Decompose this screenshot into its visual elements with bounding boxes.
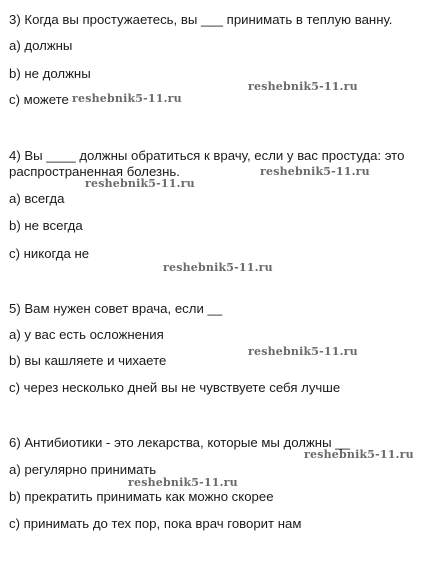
watermark: reshebnik5-11.ru — [163, 261, 273, 274]
question-5-option-a: a) у вас есть осложнения — [9, 327, 164, 342]
question-4-prompt-line-1: 4) Вы ____ должны обратиться к врачу, если у вас простуда: это — [9, 148, 405, 163]
question-3-option-b: b) не должны — [9, 66, 91, 81]
question-5-option-b: b) вы кашляете и чихаете — [9, 353, 167, 368]
question-6-prompt: 6) Антибиотики - это лекарства, которые мы должны __ — [9, 435, 350, 450]
watermark: reshebnik5-11.ru — [128, 476, 238, 489]
watermark: reshebnik5-11.ru — [304, 448, 414, 461]
question-4-option-c: c) никогда не — [9, 246, 90, 261]
question-3-option-c: c) можете — [9, 92, 69, 107]
question-6-option-a: a) регулярно принимать — [9, 462, 157, 477]
watermark: reshebnik5-11.ru — [85, 177, 195, 190]
question-3-option-a: a) должны — [9, 38, 73, 53]
watermark: reshebnik5-11.ru — [248, 80, 358, 93]
question-4-prompt-line-2: распространенная болезнь. — [9, 164, 180, 179]
question-4-option-b: b) не всегда — [9, 218, 83, 233]
watermark: reshebnik5-11.ru — [248, 345, 358, 358]
watermark: reshebnik5-11.ru — [72, 92, 182, 105]
question-5-option-c: c) через несколько дней вы не чувствуете себя лучше — [9, 380, 341, 395]
question-6-option-c: c) принимать до тех пор, пока врач говорит нам — [9, 516, 302, 531]
watermark: reshebnik5-11.ru — [260, 165, 370, 178]
question-3-prompt: 3) Когда вы простужаетесь, вы ___ принимать в теплую ванну. — [9, 12, 393, 27]
question-6-option-b: b) прекратить принимать как можно скорее — [9, 489, 274, 504]
question-4-option-a: a) всегда — [9, 191, 65, 206]
question-5-prompt: 5) Вам нужен совет врача, если __ — [9, 301, 223, 316]
